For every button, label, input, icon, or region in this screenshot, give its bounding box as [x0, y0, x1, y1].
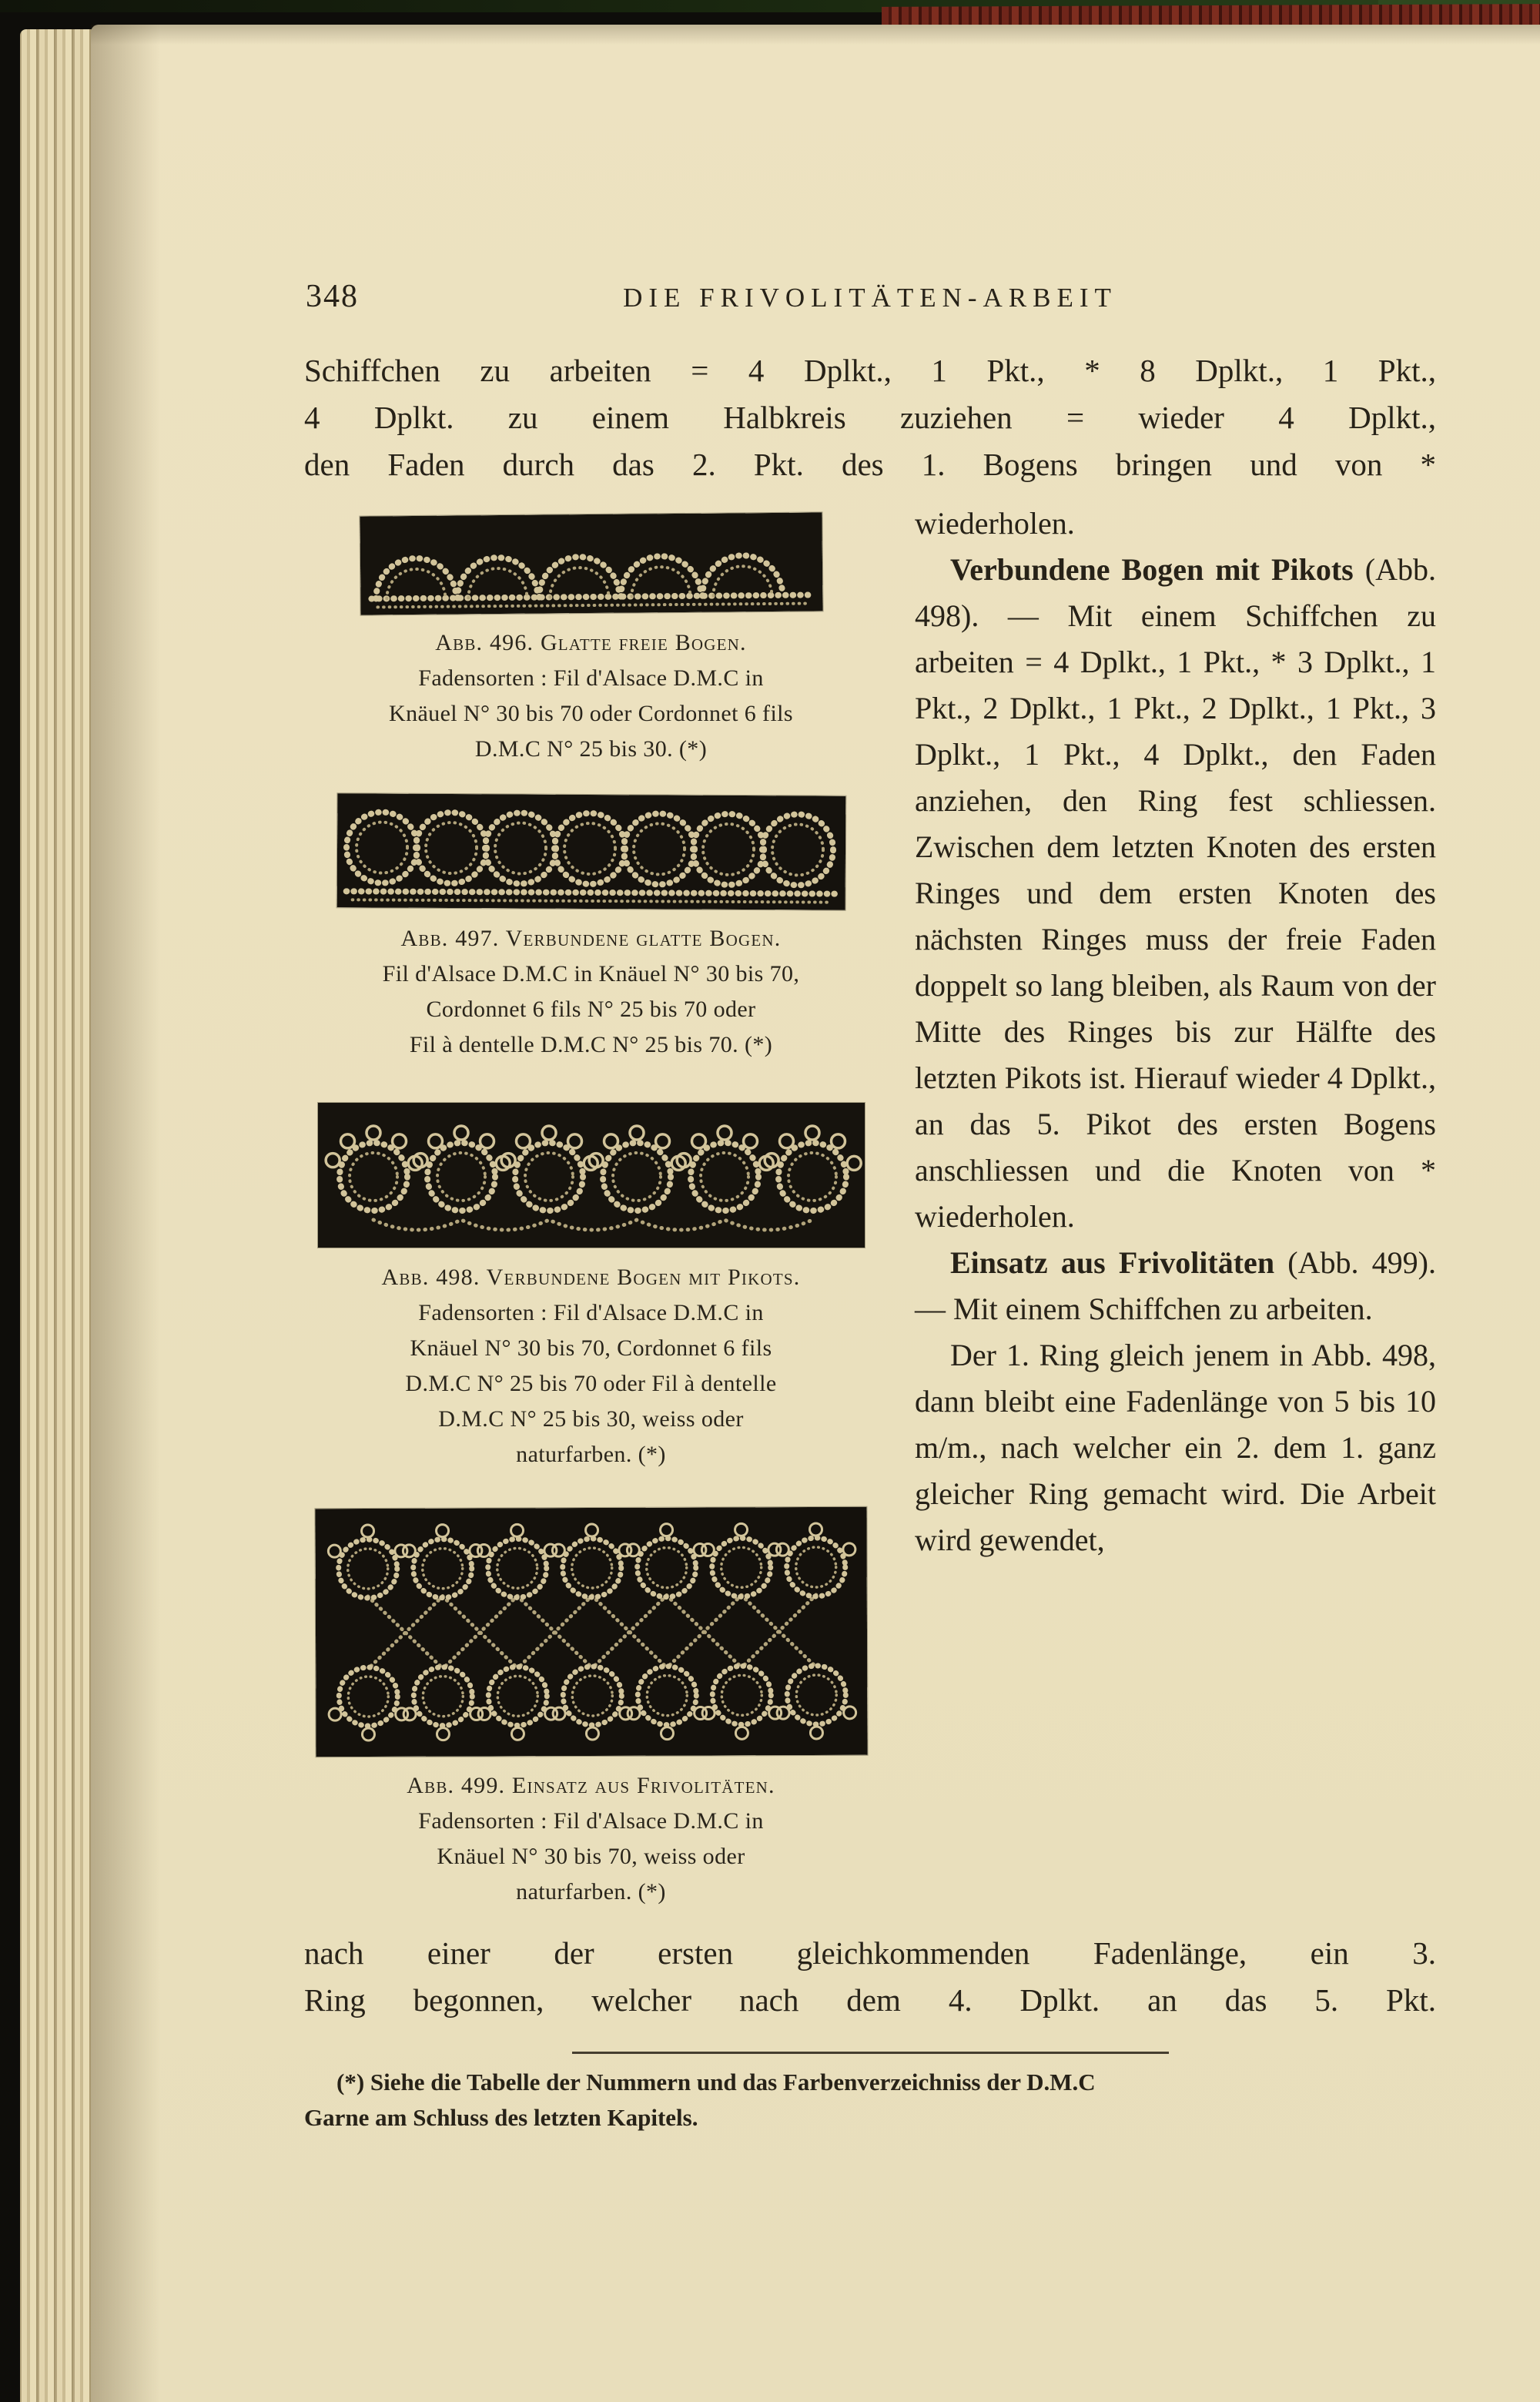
figure-498-image — [318, 1103, 865, 1248]
footnote-rule — [572, 2052, 1169, 2054]
page-header — [304, 275, 1436, 330]
paragraph-continuation: wiederholen. — [915, 506, 1075, 541]
page-content — [304, 275, 1436, 2136]
stacked-page-edges — [20, 29, 92, 2402]
caption-line: D.M.C N° 25 bis 30, weiss oder — [438, 1406, 744, 1432]
paragraph-bold-lead: Einsatz aus Frivolitäten — [950, 1245, 1275, 1280]
caption-line: Knäuel N° 30 bis 70 oder Cordonnet 6 fils — [389, 701, 793, 726]
caption-line: D.M.C N° 25 bis 70 oder Fil à dentelle — [405, 1371, 777, 1396]
caption-title: Abb. 498. Verbundene Bogen mit Pikots. — [381, 1265, 801, 1290]
figure-497 — [304, 795, 878, 1063]
caption-line: Cordonnet 6 fils N° 25 bis 70 oder — [426, 997, 756, 1022]
paragraph-einsatz — [915, 1240, 1436, 1332]
paragraph-bold-lead: Verbundene Bogen mit Pikots — [950, 552, 1354, 587]
caption-title: Abb. 496. Glatte freie Bogen. — [435, 630, 747, 655]
figure-499-image — [315, 1507, 867, 1757]
bottom-line: Ring begonnen, welcher nach dem 4. Dplkt. an das 5. Pkt. — [304, 1982, 1436, 2018]
figure-496-caption — [304, 625, 878, 767]
caption-line: naturfarben. (*) — [516, 1442, 666, 1467]
figure-499 — [304, 1508, 878, 1910]
intro-line: Schiffchen zu arbeiten = 4 Dplkt., 1 Pkt., * 8 Dplkt., 1 Pkt., — [304, 353, 1436, 388]
caption-line: Knäuel N° 30 bis 70, Cordonnet 6 fils — [410, 1335, 772, 1361]
footnote — [304, 2065, 1436, 2136]
footnote-line: Garne am Schluss des letzten Kapitels. — [304, 2104, 698, 2131]
page — [91, 25, 1540, 2402]
figure-499-caption — [304, 1768, 878, 1910]
intro-line: den Faden durch das 2. Pkt. des 1. Bogens bringen und von * — [304, 447, 1436, 482]
caption-line: D.M.C N° 25 bis 30. (*) — [474, 736, 708, 762]
figure-498 — [304, 1103, 878, 1472]
caption-title: Abb. 499. Einsatz aus Frivolitäten. — [407, 1773, 775, 1798]
intro-paragraph — [304, 347, 1436, 488]
figure-497-image — [336, 793, 845, 910]
caption-line: Fadensorten : Fil d'Alsace D.M.C in — [418, 665, 764, 691]
footnote-line: (*) Siehe die Tabelle der Nummern und das Farbenverzeichniss der D.M.C — [336, 2069, 1096, 2095]
caption-line: Fil d'Alsace D.M.C in Knäuel N° 30 bis 70, — [382, 961, 800, 987]
figure-498-caption — [304, 1260, 878, 1472]
caption-line: Fadensorten : Fil d'Alsace D.M.C in — [418, 1300, 764, 1325]
caption-line: Fadensorten : Fil d'Alsace D.M.C in — [418, 1808, 764, 1834]
page-number: 348 — [306, 279, 359, 314]
caption-line: Fil à dentelle D.M.C N° 25 bis 70. (*) — [409, 1032, 773, 1057]
figure-column — [304, 501, 878, 1910]
paragraph-verbundene-bogen — [915, 547, 1436, 1240]
paragraph-text: (Abb. 498). — Mit einem Schiffchen zu arbeiten = 4 Dplkt., 1 Pkt., * 3 Dplkt., 1 Pkt., 2 Dplkt., 1 Pkt., 2 Dplkt., 1 Pkt., 3 Dplkt., 1 Pkt., 4 Dplkt., den Faden anziehen, den Ring fest schliessen. Zwischen dem letzten Knoten des ersten Ringes und dem ersten Knoten des nächsten Ringes muss der freie Faden doppelt so lang bleiben, als Raum von der Mitte des Ringes bis zur Hälfte des letzten Pikots ist. Hierauf wieder 4 Dplkt., an das 5. Pikot des ersten Bogens anschliessen und die Knoten von * wiederholen. — [915, 552, 1436, 1234]
running-header: DIE FRIVOLITÄTEN-ARBEIT — [623, 283, 1117, 313]
paragraph-text: (Abb. 499). — Mit einem Schiffchen zu arbeiten. — [915, 1245, 1436, 1326]
caption-line: Knäuel N° 30 bis 70, weiss oder — [437, 1844, 745, 1869]
text-column — [915, 501, 1436, 1910]
paragraph-der-erste-ring: Der 1. Ring gleich jenem in Abb. 498, dann bleibt eine Fadenlänge von 5 bis 10 m/m., nach welcher ein 2. dem 1. ganz gleicher Ring gemacht wird. Die Arbeit wird gewendet, — [915, 1338, 1436, 1557]
bottom-paragraph — [304, 1930, 1436, 2024]
caption-title: Abb. 497. Verbundene glatte Bogen. — [400, 926, 782, 951]
two-column-section — [304, 501, 1436, 1910]
figure-496-image — [360, 512, 822, 615]
caption-line: naturfarben. (*) — [516, 1879, 666, 1905]
figure-496 — [304, 514, 878, 767]
intro-line: 4 Dplkt. zu einem Halbkreis zuziehen = wieder 4 Dplkt., — [304, 400, 1436, 435]
bottom-line: nach einer der ersten gleichkommenden Fadenlänge, ein 3. — [304, 1935, 1436, 1971]
figure-497-caption — [304, 921, 878, 1063]
